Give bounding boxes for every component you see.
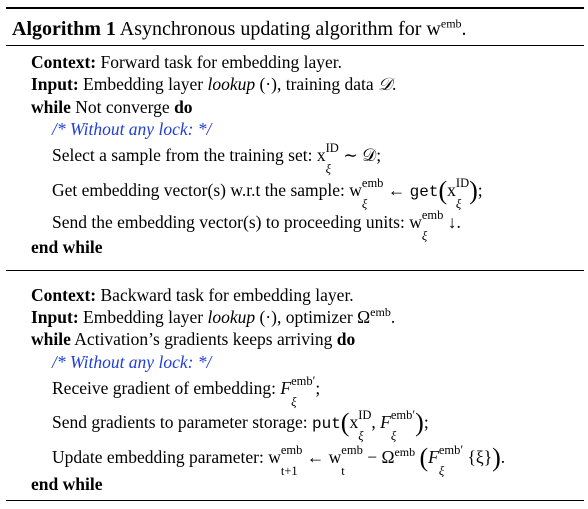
forward-step-get — [52, 176, 483, 211]
w-subsup — [280, 443, 303, 478]
sup: ID — [455, 176, 470, 190]
context-text: Backward task for embedding layer. — [100, 285, 354, 305]
input-text: Embedding layer — [83, 307, 208, 327]
backward-step-send — [52, 408, 429, 443]
sub: t — [341, 464, 345, 478]
paren-open: ( — [419, 443, 429, 472]
backward-context — [31, 285, 354, 305]
algorithm-label: Algorithm 1 — [12, 18, 116, 40]
sup: emb′ — [390, 408, 416, 422]
w-subsup — [361, 176, 384, 211]
sup: emb — [341, 443, 363, 457]
F-var: F — [280, 378, 292, 398]
step-end: ; — [477, 180, 483, 200]
input-keyword: Input: — [31, 307, 79, 327]
forward-step-select — [52, 141, 382, 176]
title-sup: emb — [440, 16, 462, 31]
backward-comment: /* Without any lock: */ — [52, 352, 212, 372]
sub: ξ — [325, 162, 331, 176]
x-var: x — [447, 180, 456, 200]
x-subsup — [455, 176, 470, 211]
F-var: F — [428, 447, 439, 467]
paren-close: ) — [469, 176, 478, 205]
top-rule — [6, 7, 584, 9]
step-end: ↓. — [443, 212, 461, 232]
step-text: Send the embedding vector(s) to proceeding units: w — [52, 212, 422, 232]
step-text: Get embedding vector(s) w.r.t the sample: w — [52, 180, 362, 200]
forward-input — [31, 74, 396, 94]
sub: ξ — [455, 197, 462, 211]
while-keyword: while — [31, 97, 71, 117]
x-subsup — [358, 408, 372, 443]
step-text: Receive gradient of embedding: — [52, 378, 281, 398]
F-subsup — [390, 408, 416, 443]
sup: emb — [280, 443, 303, 457]
x-var: x — [349, 412, 359, 432]
forward-comment: /* Without any lock: */ — [52, 119, 212, 139]
paren-close: ) — [415, 408, 424, 437]
step-end: ∼ 𝒟; — [338, 145, 382, 165]
arrow-w: ← w — [302, 447, 342, 467]
section-rule — [6, 270, 584, 271]
input-end: . — [390, 307, 396, 327]
title-period: . — [461, 18, 467, 40]
step-end: ; — [315, 378, 321, 398]
comma: , — [371, 412, 381, 432]
sup: emb — [361, 176, 384, 190]
context-keyword: Context: — [31, 285, 97, 305]
do-keyword: do — [174, 97, 193, 117]
sample-subsup — [325, 141, 339, 176]
sup: emb′ — [438, 443, 464, 457]
while-condition: Not converge — [75, 97, 170, 117]
paren-close: ) — [492, 443, 501, 472]
w-subsup-2 — [341, 443, 363, 478]
bottom-rule — [6, 500, 584, 501]
step-end: . — [500, 447, 506, 467]
step-text: Select a sample from the training set: x — [52, 145, 326, 165]
sub: ξ — [390, 429, 397, 443]
omega-sup: emb — [370, 305, 391, 320]
forward-step-send — [52, 208, 461, 243]
do-keyword: do — [336, 329, 356, 349]
while-keyword: while — [31, 329, 71, 349]
sub: ξ — [291, 395, 297, 409]
context-text: Forward task for embedding layer. — [100, 52, 343, 72]
sup: ID — [358, 408, 372, 422]
omega-sup: emb — [394, 445, 416, 460]
F-subsup — [291, 374, 316, 409]
input-keyword: Input: — [31, 74, 79, 94]
sub: ξ — [358, 429, 364, 443]
sup: ID — [325, 141, 339, 155]
forward-while — [31, 97, 193, 117]
input-text-2: (·), training data — [255, 74, 379, 94]
backward-end-while: end while — [31, 474, 103, 494]
title-rule — [6, 45, 584, 46]
arrow: ← — [383, 180, 410, 200]
F-subsup — [438, 443, 464, 478]
input-text-2: (·), optimizer Ω — [255, 307, 371, 327]
step-text: Update embedding parameter: w — [52, 447, 281, 467]
w-subsup — [421, 208, 444, 243]
minus-omega: − Ω — [362, 447, 395, 467]
sup: emb′ — [291, 374, 316, 388]
lookup-fn: lookup — [207, 307, 256, 327]
F-var: F — [380, 412, 391, 432]
backward-while — [31, 329, 355, 349]
input-text: Embedding layer — [83, 74, 208, 94]
forward-context — [31, 52, 342, 72]
algorithm-title — [12, 18, 467, 41]
sub: ξ — [438, 464, 445, 478]
xi-set: {ξ} — [463, 447, 493, 467]
sup: emb — [421, 208, 444, 222]
paren-open: ( — [340, 408, 350, 437]
context-keyword: Context: — [31, 52, 97, 72]
paren-open: ( — [438, 176, 448, 205]
while-condition: Activation’s gradients keeps arriving — [74, 329, 333, 349]
sub: ξ — [421, 229, 428, 243]
sub: ξ — [361, 197, 368, 211]
sub: t+1 — [280, 464, 298, 478]
step-end: ; — [423, 412, 429, 432]
backward-input — [31, 307, 395, 327]
dataset-symbol: 𝒟 — [378, 74, 392, 94]
forward-end-while: end while — [31, 237, 103, 257]
get-fn: get — [409, 183, 439, 201]
algorithm-title-text: Asynchronous updating algorithm for w — [119, 18, 441, 40]
backward-step-update — [52, 443, 506, 478]
step-text: Send gradients to parameter storage: — [52, 412, 312, 432]
input-end: . — [392, 74, 397, 94]
backward-step-receive — [52, 374, 321, 409]
put-fn: put — [311, 415, 341, 433]
lookup-fn: lookup — [207, 74, 256, 94]
